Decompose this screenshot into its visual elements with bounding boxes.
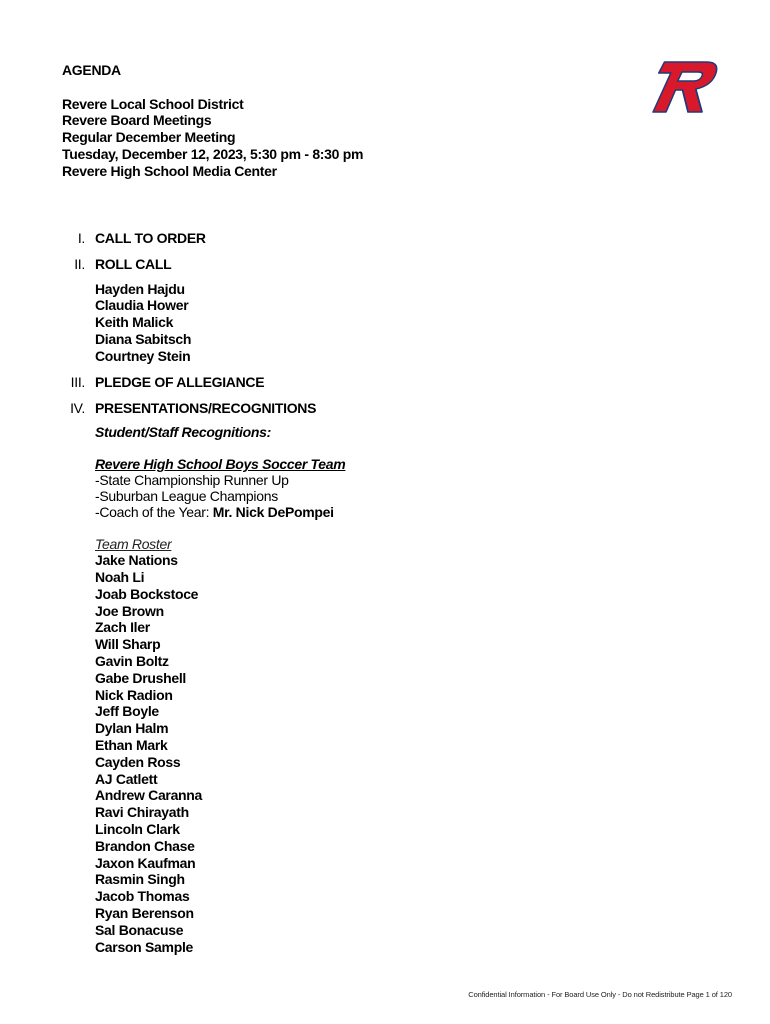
roster-player: Jacob Thomas: [95, 888, 190, 905]
item-title: CALL TO ORDER: [95, 230, 206, 246]
agenda-item-roll-call: [0, 255, 770, 281]
roster-player: Rasmin Singh: [95, 871, 185, 888]
roster-player: Cayden Ross: [95, 753, 181, 770]
item-title: PLEDGE OF ALLEGIANCE: [95, 373, 265, 390]
district-name: Revere Local School District: [62, 95, 244, 112]
team-roster: [95, 552, 770, 955]
revere-r-logo: [650, 56, 722, 116]
meeting-name: Regular December Meeting: [62, 129, 236, 146]
board-member: Diana Sabitsch: [95, 330, 192, 347]
coach-prefix: -Coach of the Year:: [95, 504, 213, 521]
roster-player: Dylan Halm: [95, 720, 169, 737]
board-name: Revere Board Meetings: [62, 112, 212, 129]
meeting-datetime: Tuesday, December 12, 2023, 5:30 pm - 8:30 pm: [62, 145, 364, 162]
achievement-line: -Suburban League Champions: [95, 488, 278, 505]
coach-line: [95, 504, 770, 520]
recognitions-heading: Student/Staff Recognitions:: [95, 424, 271, 441]
item-title: PRESENTATIONS/RECOGNITIONS: [95, 399, 317, 416]
meeting-location: Revere High School Media Center: [62, 162, 277, 179]
board-member: Keith Malick: [95, 314, 174, 331]
document-header: [62, 62, 363, 179]
roster-player: Nick Radion: [95, 686, 173, 703]
roster-player: Joab Bockstoce: [95, 585, 199, 602]
coach-name: Mr. Nick DePompei: [212, 504, 334, 521]
agenda-label: AGENDA: [62, 62, 121, 78]
roster-player: Jeff Boyle: [95, 703, 159, 720]
board-member: Hayden Hajdu: [95, 280, 185, 297]
roster-player: Sal Bonacuse: [95, 921, 184, 938]
item-number: II.: [74, 256, 85, 273]
roster-player: Andrew Caranna: [95, 787, 203, 804]
roster-player: Brandon Chase: [95, 837, 195, 854]
item-number: I.: [77, 230, 85, 246]
roster-player: Noah Li: [95, 568, 145, 585]
roster-player: Jaxon Kaufman: [95, 854, 196, 871]
roster-player: Ryan Berenson: [95, 904, 194, 921]
board-member: Courtney Stein: [95, 347, 191, 364]
roster-player: Jake Nations: [95, 552, 178, 569]
agenda-item-pledge: [0, 373, 770, 399]
board-member: Claudia Hower: [95, 297, 189, 314]
item-number: IV.: [70, 399, 85, 416]
agenda-items: [0, 229, 770, 955]
roster-player: Gavin Boltz: [95, 652, 169, 669]
roster-player: Ethan Mark: [95, 736, 168, 753]
roster-player: Zach Iler: [95, 619, 150, 636]
roster-player: Lincoln Clark: [95, 820, 180, 837]
roster-player: Joe Brown: [95, 602, 164, 619]
roster-player: Will Sharp: [95, 636, 161, 653]
agenda-item-presentations: [0, 399, 770, 425]
agenda-item-call-to-order: [0, 229, 770, 255]
achievement-line: -State Championship Runner Up: [95, 472, 289, 489]
page-footer: Confidential Information - For Board Use Only - Do not Redistribute Page 1 of 120: [468, 990, 732, 999]
item-number: III.: [70, 373, 85, 390]
item-title: ROLL CALL: [95, 256, 172, 273]
roster-player: AJ Catlett: [95, 770, 158, 787]
board-members-list: [95, 281, 770, 365]
team-heading: Revere High School Boys Soccer Team: [95, 456, 346, 473]
roster-player: Ravi Chirayath: [95, 804, 189, 821]
roster-player: Carson Sample: [95, 938, 194, 955]
roster-heading: Team Roster: [95, 536, 172, 553]
roster-player: Gabe Drushell: [95, 669, 187, 686]
